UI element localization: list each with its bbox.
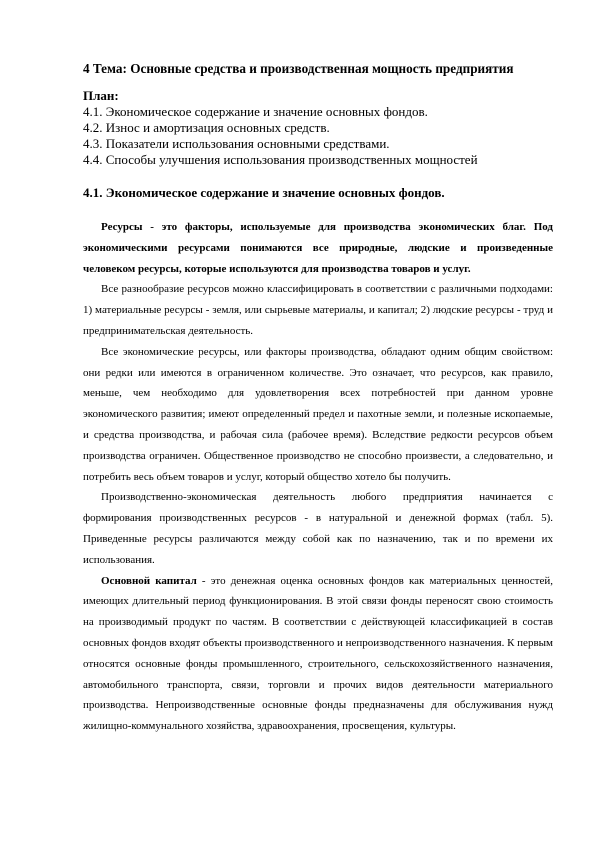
section-title: 4.1. Экономическое содержание и значение основных фондов. (83, 185, 445, 200)
paragraph-lead: Основной капитал (101, 574, 197, 587)
paragraph (83, 279, 553, 341)
paragraph (83, 217, 553, 279)
topic-title: 4 Тема: Основные средства и производственная мощность предприятия (83, 61, 514, 76)
paragraph (83, 571, 553, 737)
plan-item: 4.3. Показатели использования основными средствами. (83, 136, 390, 151)
paragraph-text: Все экономические ресурсы, или факторы производства, обладают одним общим свойством: они редки или имеются в ограниченном количестве. Это означает, что ресурсов, как правило, меньше, чем необходимо для удовлетворения всех потребностей при данном уровне экономического развития; имеют определенный предел и пахотные земли, и полезные ископаемые, и средства производства, и рабочая сила (рабочее время). Вследствие редкости ресурсов объем производства ограничен. Общественное производство не способно произвести, а следовательно, и потребить весь объем товаров и услуг, который общество хотело бы получить. (83, 345, 553, 483)
paragraph-text: Производственно-экономическая деятельность любого предприятия начинается с формирования производственных ресурсов - в натуральной и денежной формах (табл. 5). Приведенные ресурсы различаются между собой как по назначению, так и по времени их использования. (83, 491, 553, 566)
plan-item: 4.1. Экономическое содержание и значение основных фондов. (83, 104, 428, 119)
paragraph (83, 342, 553, 488)
plan-heading: План: (83, 88, 119, 103)
plan-block (83, 88, 563, 168)
body-text (83, 217, 553, 737)
paragraph-text: Все разнообразие ресурсов можно классифицировать в соответствии с различными подходами: 1) материальные ресурсы - земля, или сырьевые материалы, и капитал; 2) людские ресурсы - труд и предпринимательская деятельность. (83, 283, 553, 337)
paragraph (83, 487, 553, 570)
plan-item: 4.4. Способы улучшения использования производственных мощностей (83, 152, 478, 167)
paragraph-lead: Ресурсы - это факторы, используемые для производства экономических благ. Под экономическими ресурсами понимаются все природные, людские и произведенные человеком ресурсы, которые используются для производства товаров и услуг. (83, 221, 553, 275)
paragraph-text: - это денежная оценка основных фондов как материальных ценностей, имеющих длительный период функционирования. В этой связи фонды переносят свою стоимость на производимый продукт по частям. В соответствии с действующей классификацией в состав основных фондов входят объекты производственного и непроизводственного назначения. К первым относятся основные фонды промышленного, строительного, сельскохозяйственного назначения, автомобильного транспорта, связи, торговли и прочих видов деятельности материального производства. Непроизводственные основные фонды предназначены для обслуживания нужд жилищно-коммунального хозяйства, здравоохранения, просвещения, культуры. (83, 574, 553, 733)
plan-item: 4.2. Износ и амортизация основных средств. (83, 120, 330, 135)
